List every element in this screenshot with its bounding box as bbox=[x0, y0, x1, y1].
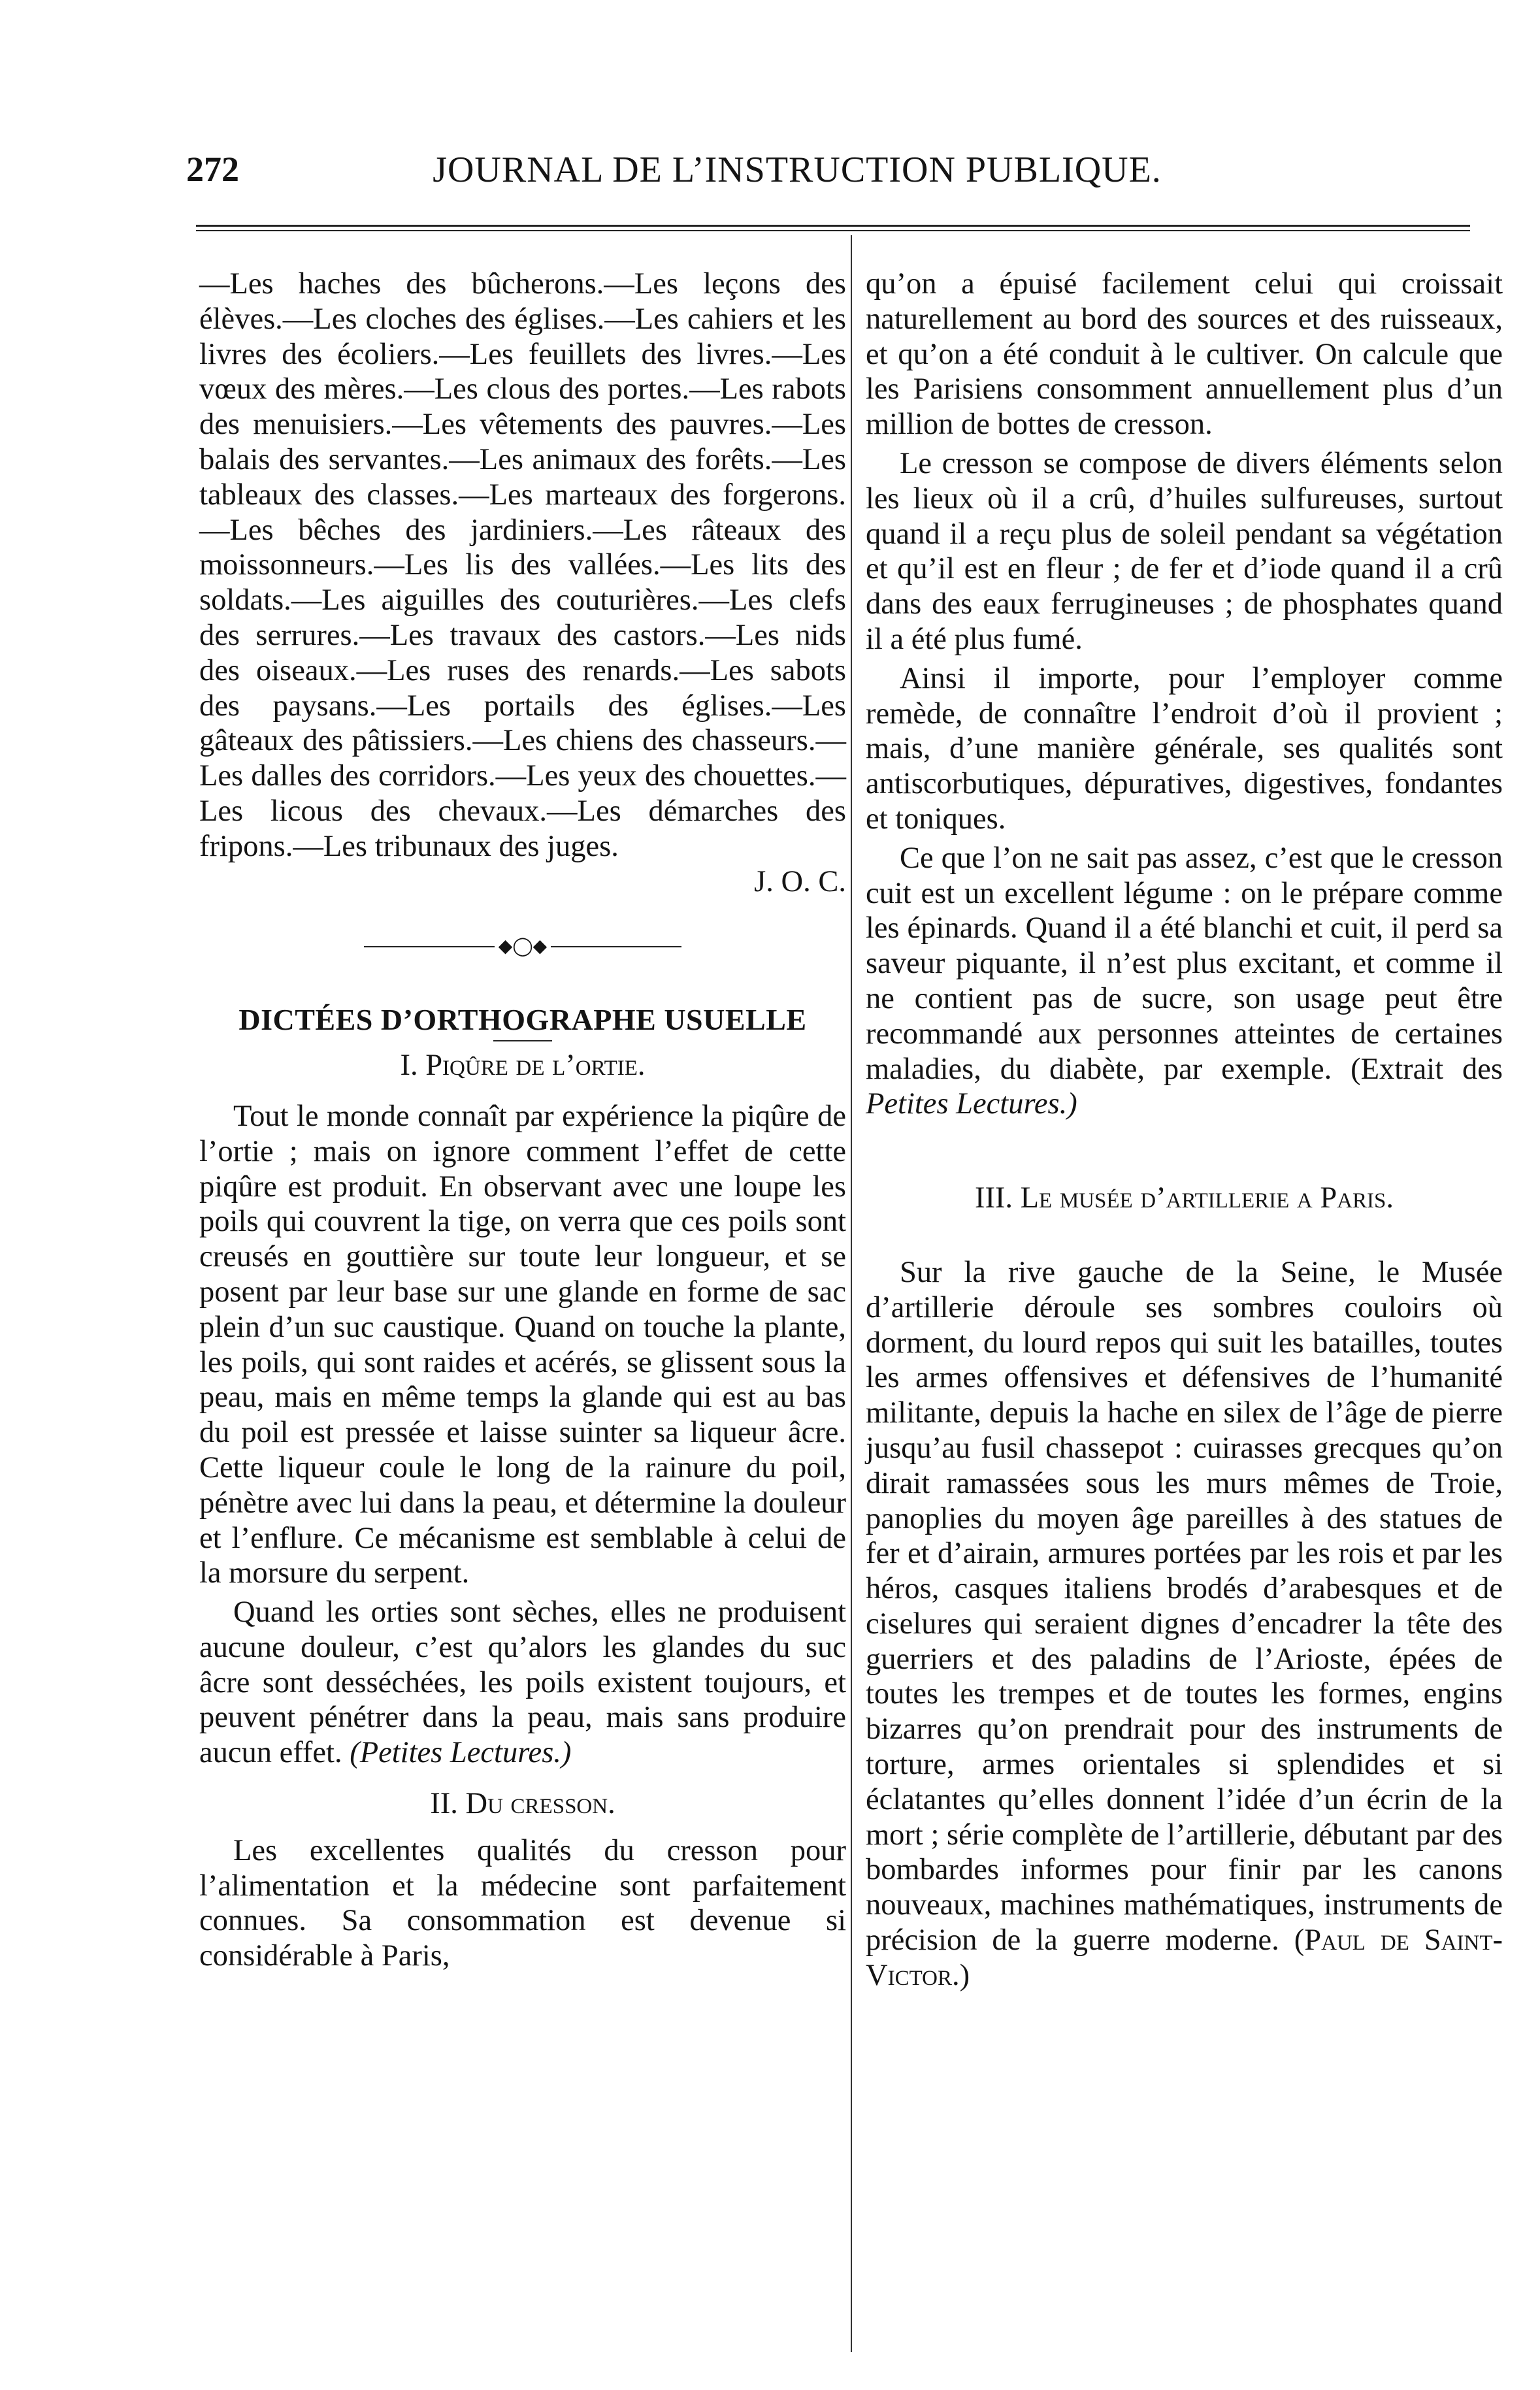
part1-source: (Petites Lectures.) bbox=[350, 1736, 572, 1770]
ornament-line-right bbox=[551, 946, 681, 947]
part3-author: (Paul de Saint-Victor.) bbox=[866, 1923, 1503, 1992]
part2-title: II. Du cresson. bbox=[430, 1787, 615, 1821]
part3-paragraph-1-text: Sur la rive gauche de la Seine, le Musée d’artillerie déroule ses sombres couloirs où dorment, du lourd repos qui suit les batailles, toutes les armes offensives et défensives de l’humanité militante, depuis la hache en silex de l’âge de pierre jusqu’au fusil chassepot : cuirasses grecques qu’on dirait ramassées sous les murs mêmes de Troie, panoplies du moyen âge pareilles à des statues de fer et d’airain, armures portées par les rois et par les héros, casques italiens brodés d’arabesques et de ciselures qui seraient dignes d’encadrer la tête des guerriers et des paladins de l’Arioste, épées de toutes les trempes et de toutes les formes, engins bizarres qu’on prendrait pour des instruments de torture, armes orientales si splendides et si éclatantes qu’elles donnent l’idée d’un écrin de la mort ; série complète de l’artillerie, débutant par des bombardes informes pour finir par les canons nouveaux, machines mathématiques, instruments de précision de la guerre moderne. bbox=[866, 1255, 1503, 1957]
section-ornament bbox=[199, 937, 846, 957]
heading-short-rule bbox=[493, 1040, 552, 1041]
signature: J. O. C. bbox=[754, 864, 846, 898]
page-number: 272 bbox=[186, 150, 239, 189]
page-header bbox=[186, 149, 1408, 208]
part1-paragraph-1: Tout le monde connaît par expérience la piqûre de l’ortie ; mais on ignore comment l’effet de cette piqûre est produit. En observant avec une loupe les poils qui couvrent la tige, on verra que ces poils sont creusés en gouttière sur toute leur longueur, et se posent par leur base sur une glande en forme de sac plein d’un suc caustique. Quand on touche la plante, les poils, qui sont raides et acérés, se glissent sous la peau, mais en même temps la glande qui est au bas du poil est pressée et laisse suinter sa liqueur âcre. Cette liqueur coule le long de la rainure du poil, pénètre avec lui dans la peau, et détermine la douleur et l’enflure. Ce mécanisme est semblable à celui de la morsure du serpent. bbox=[199, 1099, 846, 1590]
part2-paragraph-4-text: Ce que l’on ne sait pas assez, c’est que le cresson cuit est un excellent légume : on le prépare comme les épinards. Quand il a été blanchi et cuit, il perd sa saveur piquante, il n’est plus excitant, et comme il ne contient pas de sucre, son usage peut être recommandé aux personnes atteintes de certaines maladies, du diabète, par exemple. (Extrait des bbox=[866, 841, 1503, 1086]
journal-title: JOURNAL DE L’INSTRUCTION PUBLIQUE. bbox=[433, 150, 1162, 190]
section-heading: DICTÉES D’ORTHOGRAPHE USUELLE bbox=[238, 1003, 807, 1037]
part1-title: I. Piqûre de l’ortie. bbox=[400, 1049, 646, 1083]
part1-paragraph-2 bbox=[199, 1595, 846, 1771]
left-column bbox=[199, 267, 846, 1974]
part2-paragraph-3: Ainsi il importe, pour l’employer comme remède, de connaître l’endroit d’où il provient ; mais, d’une manière générale, ses qualités sont antiscorbutiques, dépuratives, digestives, fondantes et toniques. bbox=[866, 661, 1503, 836]
header-rule bbox=[196, 225, 1470, 227]
part2-paragraph-4 bbox=[866, 841, 1503, 1122]
part2-paragraph-2: Le cresson se compose de divers éléments selon les lieux où il a crû, d’huiles sulfureuses, surtout quand il a reçu plus de soleil pendant sa végétation et qu’il est en fleur ; de fer et d’iode quand il a crû dans des eaux ferrugineuses ; de phosphates quand il a été plus fumé. bbox=[866, 446, 1503, 656]
header-rule-double bbox=[196, 230, 1470, 231]
column-divider bbox=[851, 235, 852, 2352]
ornament-line-left bbox=[364, 946, 495, 947]
part2-continuation: qu’on a épuisé facilement celui qui croissait naturellement au bord des sources et des ruisseaux, et qu’on a été conduit à le cultiver. On calcule que les Parisiens consomment annuellement plus d’un million de bottes de cresson. bbox=[866, 267, 1503, 442]
right-column bbox=[866, 267, 1503, 1993]
part3-paragraph-1 bbox=[866, 1255, 1503, 1993]
ornament-knot-icon: ◆◯◆ bbox=[498, 936, 548, 957]
part3-title: III. Le musée d’artillerie a Paris. bbox=[974, 1181, 1394, 1215]
dictation-list: —Les haches des bûcherons.—Les leçons des élèves.—Les cloches des églises.—Les cahiers et les livres des écoliers.—Les feuillets des livres.—Les vœux des mères.—Les clous des portes.—Les rabots des menuisiers.—Les vêtements des pauvres.—Les balais des servantes.—Les animaux des forêts.—Les tableaux des classes.—Les marteaux des forgerons.—Les bêches des jardiniers.—Les râteaux des moissonneurs.—Les lis des vallées.—Les lits des soldats.—Les aiguilles des couturières.—Les clefs des serrures.—Les travaux des castors.—Les nids des oiseaux.—Les ruses des renards.—Les sabots des paysans.—Les portails des églises.—Les gâteaux des pâtissiers.—Les chiens des chasseurs.—Les dalles des corridors.—Les yeux des chouettes.—Les licous des chevaux.—Les démarches des fripons.—Les tribunaux des juges. bbox=[199, 267, 846, 863]
part1-paragraph-2-text: Quand les orties sont sèches, elles ne produisent aucune douleur, c’est qu’alors les glandes du suc âcre sont desséchées, les poils existent toujours, et peuvent pénétrer dans la peau, mais sans produire aucun effet. bbox=[199, 1596, 846, 1770]
part2-source: Petites Lectures.) bbox=[866, 1087, 1077, 1121]
part2-paragraph-1: Les excellentes qualités du cresson pour l’alimentation et la médecine sont parfaitement connues. Sa consommation est devenue si considérable à Paris, bbox=[199, 1833, 846, 1973]
